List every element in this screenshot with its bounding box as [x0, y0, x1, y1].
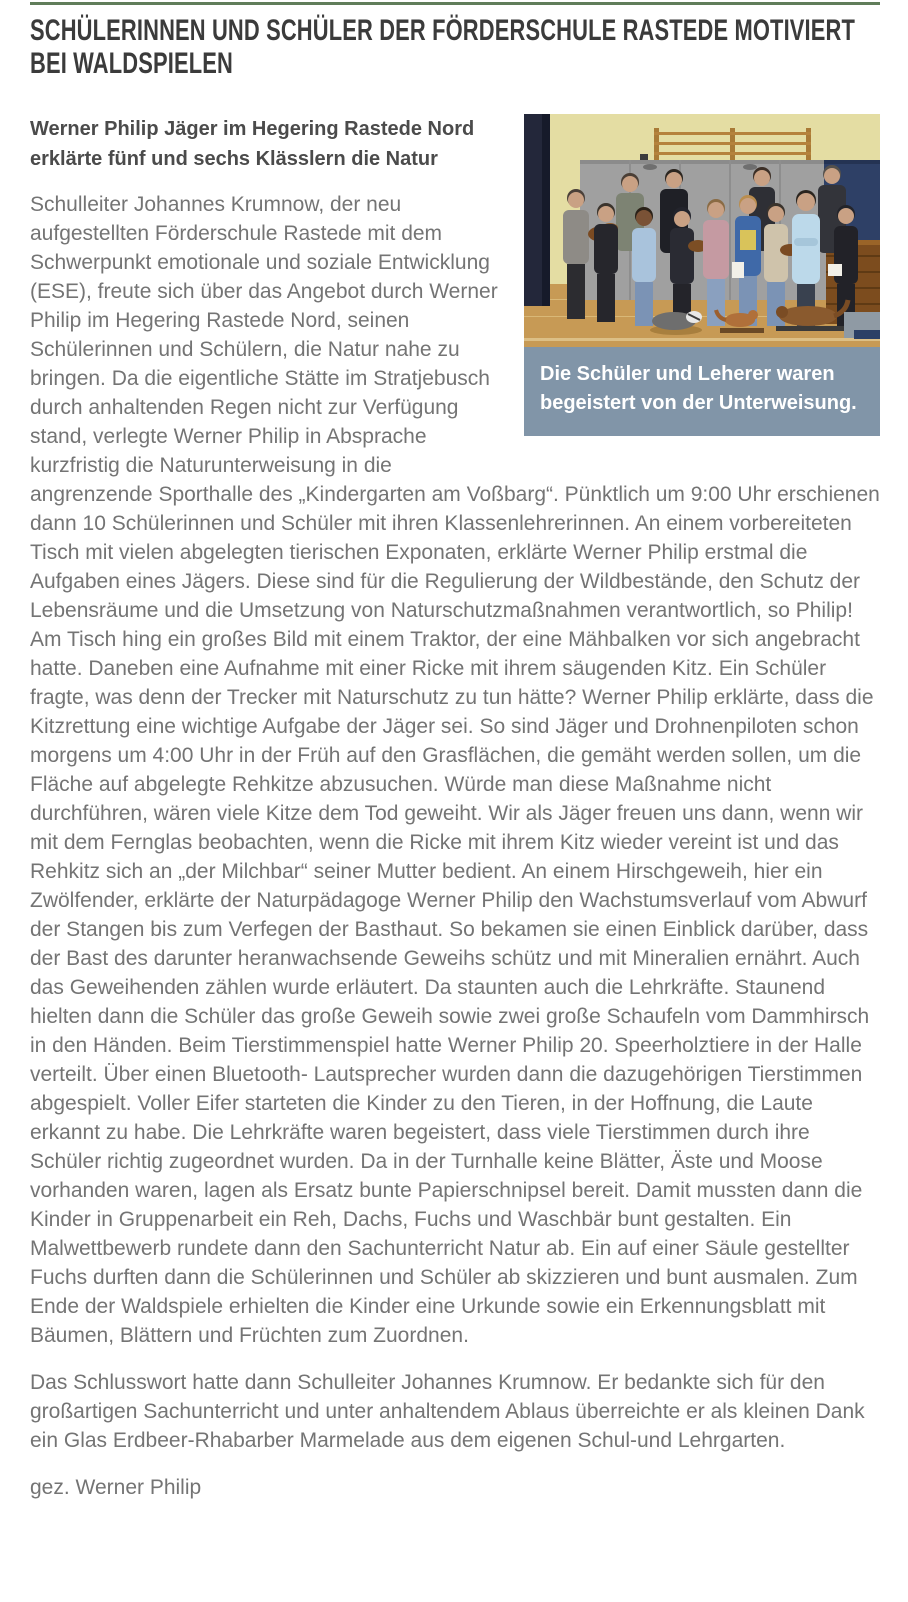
body-paragraph-2: Das Schlusswort hatte dann Schulleiter Johannes Krumnow. Er bedankte sich für den großartigen Sachunterricht und unter anhaltendem Ablaus überreichte er als kleinen Dank ein Glas Erdbeer-Rhabarber Marmelade aus dem eigenen Schul-und Lehrgarten. — [30, 1371, 865, 1452]
headline-line-1: SCHÜLERINNEN UND SCHÜLER DER FÖRDERSCHULE RASTEDE MOTIVIERT — [30, 14, 856, 47]
photo-caption: Die Schüler und Leherer waren begeistert von der Unterweisung. — [524, 347, 880, 436]
body-paragraph-1: Schulleiter Johannes Krumnow, der neu aufgestellten Förderschule Rastede mit dem Schwerpunkt emotionale und soziale Entwicklung (ESE), freute sich über das Angebot durch Werner Philip im Hegering Rastede Nord, seinen Schülerinnen und Schülern, die Natur nahe zu bringen. Da die eigentliche Stätte im Stratjebusch durch anhaltenden Regen nicht zur Verfügung stand, verlegte Werner Philip in Absprache kurzfristig die Naturunterweisung in die angrenzende Sporthalle des „Kindergarten am Voßbarg“. Pünktlich um 9:00 Uhr erschienen dann 10 Schülerinnen und Schüler mit ihren Klassenlehrerinnen. An einem vorbereiteten Tisch mit vielen abgelegten tierischen Exponaten, erklärte Werner Philip erstmal die Aufgaben eines Jägers. Diese sind für die Regulierung der Wildbestände, den Schutz der Lebensräume und die Umsetzung von Naturschutzmaßnahmen verantwortlich, so Philip! Am Tisch hing ein großes Bild mit einem Traktor, der eine Mähbalken vor sich angebracht hatte. Daneben eine Aufnahme mit einer Ricke mit ihrem säugenden Kitz. Ein Schüler fragte, was denn der Trecker mit Naturschutz zu tun hätte? Werner Philip erklärte, dass die Kitzrettung eine wichtige Aufgabe der Jäger sei. So sind Jäger und Drohnenpiloten schon morgens um 4:00 Uhr in der Früh auf den Grasflächen, die gemäht werden sollen, um die Fläche auf abgelegte Rehkitze abzusuchen. Würde man diese Maßnahme nicht durchführen, wären viele Kitze dem Tod geweiht. Wir als Jäger freuen uns dann, wenn wir mit dem Fernglas beobachten, wenn die Ricke mit ihrem Kitz wieder vereint ist und das Rehkitz sich an „der Milchbar“ seiner Mutter bedient. An einem Hirschgeweih, hier ein Zwölfender, erklärte der Naturpädagoge Werner Philip den Wachstumsverlauf vom Abwurf der Stangen bis zum Verfegen der Basthaut. So bekamen sie einen Einblick darüber, dass der Bast des darunter heranwachsende Geweihs schütz und mit Mineralien ernährt. Auch das Geweihenden zählen wurde erläutert. Da staunten auch die Lehrkräfte. Staunend hielten dann die Schüler das große Geweih sowie zwei große Schaufeln vom Dammhirsch in den Händen. Beim Tierstimmenspiel hatte Werner Philip 20. Speerholztiere in der Halle verteilt. Über einen Bluetooth- Lautsprecher wurden dann die dazugehörigen Tierstimmen abgespielt. Voller Eifer starteten die Kinder zu den Tieren, in der Hoffnung, die Laute erkannt zu habe. Die Lehrkräfte waren begeistert, dass viele Tierstimmen durch ihre Schüler richtig zugeordnet wurden. Da in der Turnhalle keine Blätter, Äste und Moose vorhanden waren, lagen als Ersatz bunte Papierschnipsel bereit. Damit mussten dann die Kinder in Gruppenarbeit ein Reh, Dachs, Fuchs und Waschbär bunt gestalten. Ein Malwettbewerb rundete dann den Sachunterricht Natur ab. Ein auf einer Säule gestellter Fuchs durften dann die Schülerinnen und Schüler ab skizzieren und bunt ausmalen. Zum Ende der Waldspiele erhielten die Kinder eine Urkunde sowie ein Erkennungsblatt mit Bäumen, Blättern und Früchten zum Zuordnen. — [30, 193, 880, 1347]
headline-line-2: BEI WALDSPIELEN — [30, 47, 233, 80]
article-figure — [524, 114, 880, 436]
article-page — [0, 2, 908, 1502]
signature: gez. Werner Philip — [30, 1476, 202, 1499]
gym-group-photo-illustration — [524, 114, 880, 347]
headline — [30, 14, 880, 80]
article-body — [30, 114, 880, 1502]
top-divider — [30, 2, 880, 5]
subheadline: Werner Philip Jäger im Hegering Rastede Nord erklärte fünf und sechs Klässlern die Natur — [30, 118, 475, 170]
article-photo — [524, 114, 880, 347]
